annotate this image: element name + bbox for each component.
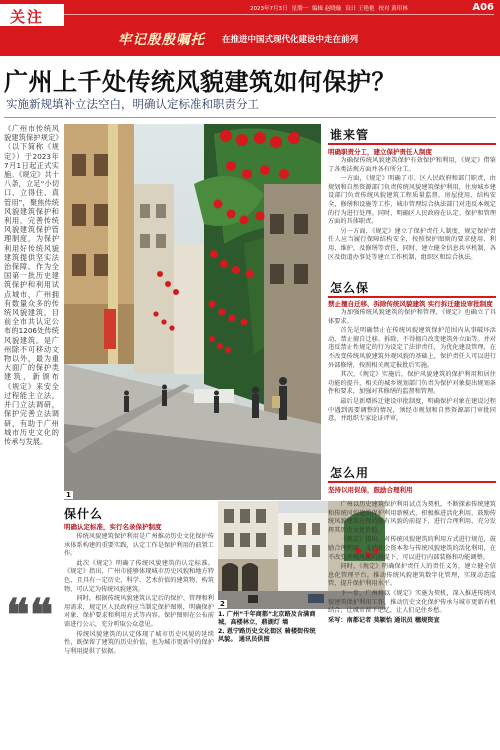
photo-caption: 1. 广州“千年商都”北京路及含满商城，高楼林立，鼎湖灯 墙 2. 恩宁路历史文化街区 骑楼街传统风貌。 通讯员供图	[218, 611, 316, 644]
intro-text: 《广州市传统风貌建筑保护规定》（以下简称《规定》）于2023年7月1日起正式实施。《规定》共十八条，立足“小切口、立得住、真管用”，聚焦传统风貌建筑保护和利用，完善传统风貌建筑保护管理制度，为保护利用好传统风貌建筑提供坚实法治保障。作为全国第一批历史建筑保护和利用试点城市，广州拥有数量众多的传统风貌建筑，目前全市共认定公布的1206处传统风貌建筑。是广州除不可移动文物以外，最为重大面广的保护类建筑，新颁布《规定》来安全过程能主立法，并门立法调研，保护完善立法调研，有助于广州城市历史文化的传承与发展。	[4, 124, 59, 446]
section-tag: 关注	[0, 4, 64, 26]
street-photo	[64, 124, 321, 500]
section-body-how-use: 广州以历史建筑保护利用试点为契机，不断探索传统建筑和传统风貌建筑保护利用新模式，积极推进活化利用，鼓励传统风貌建筑在保持原有风貌的前提下，进行合理利用，充分发挥其历史文化价值。 《规定》提出，对传统风貌建筑的利用方式进行规范，鼓励合理利用，支持社会资本参与传统风貌建筑的活化利用，在不改变外观风貌的前提下，可以进行内部装修和功能调整。 同时，《规定》明确保护责任人的责任义务，建立健全信息化管理平台，推动传统风貌建筑数字化管理，实现动态监管，提升保护利用水平。 下一步，广州将以《规定》实施为契机，深入推进传统风貌建筑保护利用工作，推动历史文化保护传承与城市更新有机结合，让城市留下记忆，让人们记住乡愁。 采写：南都记者 莫颖怡 通讯员 穗规资宣	[328, 501, 496, 624]
banner-script: 牢记殷殷嘱托	[118, 32, 205, 48]
section-sub-how-protect: 禁止擅自迁移、拆除传统风貌建筑 实行拆迁建设审批制度	[328, 300, 493, 308]
section-body-what-protect: 传统风貌建筑保护利用是广州推动历史文化保护传承体系构建的重要实践，认定工作是保护利用的前置工作。 此次《规定》明确了传统风貌建筑的认定标准。《规定》指出，广州市能够体现城市历史风貌和地方特色，且具有一定历史、科学、艺术价值的建筑物、构筑物，可认定为传统风貌建筑。 同时，根据传统风貌建筑认定后的保护、管理和利用需求，规定区人民政府应当制定保护图则，明确保护对象、保护要求和利用方式等内容。保护图则在公布前需进行公示，充分听取公众意见。 传统风貌建筑的认定体现了城市历史风貌的延续性，既保留了建筑的历史价值，也为城市更新中的保护与利用提供了依据。	[64, 533, 214, 655]
page-number: A06	[472, 2, 494, 13]
banner-title: 在推进中国式现代化建设中走在前列	[222, 35, 359, 45]
byline-how-protect: 怎么保	[330, 281, 370, 295]
issue-info: 2023年7月3日 星期一 编辑 赵晓璇 设计 王艳艳 校对 黄印林	[250, 6, 408, 12]
section-sub-what-protect: 明确认定标准，实行名录保护制度	[64, 523, 162, 531]
title-rule	[4, 117, 496, 118]
byline-who-manages: 谁来管	[330, 128, 370, 142]
section-body-how-protect: 为加强传统风貌建筑的保护和管理，《规定》也确立了具体要求。 首先是明确禁止在传统风貌建筑保护范围内从事破坏活动，禁止擅自迁移、拆除、不得擅自改变建筑外立面等。并对违反禁止性规定的行为设定了法律责任，为优化建设管理，在不改变传统风貌建筑外观风貌的基础上，保护责任人可以进行外部修缮，按照相关规定报批后实施。 其次，《规定》实施后，保护风貌建筑的保护利用和居住功能的提升，相关的城乡规划部门负责为保护对象提出规划条件和要求，加强对其修缮的监督和管理。 最后是新增拆迁建设审批制度，明确保护对象在建设过程中遇到需要调整的情况，须经市规划和自然资源部门审批同意，并组织专家论证评审。	[328, 309, 496, 423]
section-body-who-manages: 为确保传统风貌建筑保护有效保护和利用，《规定》借鉴了各类法规方面并各有所分工。 一方面，《规定》明确了市、区人民政府和部门职责，由规划和自然资源部门负责传统风貌建筑保护利用，住房城乡建设部门负责传统风貌建筑工程质量监督，房屋使用、结构安全，修缮和设施等工作，城市管理综合执法部门对违反本规定的行为进行处理。同时，明确区人民政府在认定、保护和管理方面的具体职责。 另一方面，《规定》建立了保护责任人制度，规定保护责任人应当履行保障结构安全，按照保护图则的要求使用、利用、维护，及修缮等责任，同时，建立健全信息共享机制，各区及街道办事处等建立工作机制，组织区和综合执法。	[328, 157, 496, 261]
byline-how-use: 怎么用	[330, 466, 370, 480]
article-subtitle: 实施新规填补立法空白，明确认定标准和职责分工	[6, 97, 259, 111]
photo2-number: 2	[220, 600, 225, 608]
article-title: 广州上千处传统风貌建筑如何保护？	[4, 68, 396, 96]
reporters: 采写：南都记者 莫颖怡 通讯员 穗规资宣	[328, 616, 440, 624]
header-divider	[64, 14, 494, 15]
section-rule	[328, 296, 496, 298]
section-rule	[328, 481, 496, 483]
section-sub-who-manages: 明确职责分工，建立保护责任人制度	[328, 148, 432, 156]
photo1-number: 1	[66, 491, 71, 499]
section-rule	[328, 143, 496, 145]
quote-mark: ❝❝	[6, 590, 54, 641]
section-sub-how-use: 坚持以用促保，鼓励合理利用	[328, 486, 413, 494]
byline-what-protect: 保什么	[64, 507, 104, 521]
